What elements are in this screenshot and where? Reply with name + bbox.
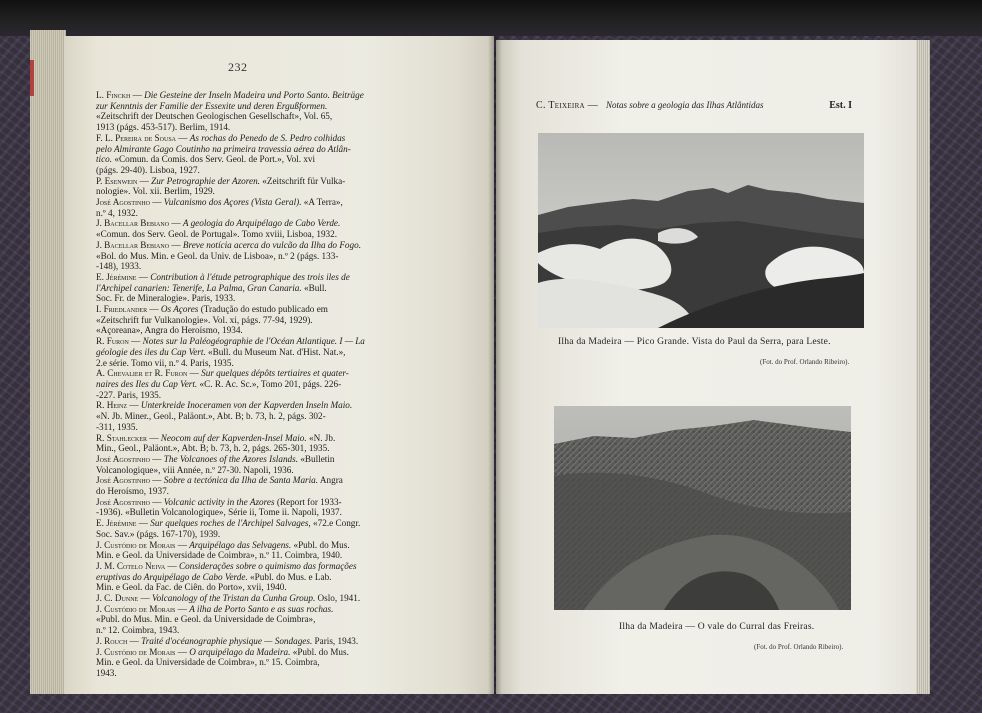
reference-line <box>96 101 446 112</box>
reference-line <box>96 668 446 679</box>
book-gutter <box>488 36 502 694</box>
reference-line: A. Chevalier et R. Furon — Sur quelques dépôts tertiaires et quater- <box>96 368 349 379</box>
reference-line: R. Heinz — Unterkreide Inoceramen von der Kapverden Inseln Maio. <box>96 400 353 411</box>
reference-line: José Agostinho — The Volcanoes of the Azores Islands. «Bulletin <box>96 453 335 464</box>
reference-title: Unterkreide Inoceramen von der Kapverden Inseln Maio. <box>140 400 353 411</box>
reference-line: J. Custódio de Morais — Arquipélago das Selvagens. «Publ. do Mus. <box>96 539 350 550</box>
reference-line <box>96 283 446 294</box>
reference-line <box>96 572 446 583</box>
reference-author: R. Furon <box>96 336 129 347</box>
reference-author: J. Custódio de Morais <box>96 646 176 657</box>
reference-title: zur Kenntnis der Familie der Essexite und deren Ergußformen. <box>96 100 328 111</box>
reference-details: Paris, 1943. <box>312 635 359 646</box>
reference-line: J. Rouch — Traité d'océanographie physique — Sondages. Paris, 1943. <box>96 635 359 646</box>
reference-title: As rochas do Penedo de S. Pedro colhidas <box>189 132 346 143</box>
reference-details: «Bulletin <box>298 453 335 464</box>
figure-2-caption: Ilha da Madeira — O vale do Curral das Freiras. <box>619 621 815 632</box>
reference-details: «Publ. do Mus. <box>290 646 349 657</box>
reference-line: José Agostinho — Volcanic activity in the Azores (Report for 1933- <box>96 496 342 507</box>
reference-details: 2.e série. Tomo vii, n.º 4. Paris, 1935. <box>96 357 234 368</box>
reference-title: Os Açores <box>160 304 199 315</box>
reference-details: «Açoreana», Angra do Heroísmo, 1934. <box>96 325 243 336</box>
reference-author: P. Esenwein <box>96 175 138 186</box>
reference-line: E. Jérémine — Sur quelques roches de l'Archipel Salvages, «72.e Congr. <box>96 518 361 529</box>
reference-line <box>96 529 446 540</box>
reference-line <box>96 186 446 197</box>
reference-author: E. Jérémine <box>96 271 137 282</box>
reference-title: Die Gesteine der Inseln Madeira und Porto Santo. Beiträge <box>144 90 364 100</box>
reference-details: «Zeitschrift fur Vulkanologie». Vol. xi, págs. 77-94, 1929). <box>96 314 313 325</box>
reference-line: J. Bacellar Bebiano — Breve notícia acerca do vulcão da Ilha do Fogo. <box>96 239 362 250</box>
reference-details: -311, 1935. <box>96 421 138 432</box>
reference-details: «Publ. do Mus. Min. e Geol. da Universidade de Coimbra», <box>96 614 316 625</box>
reference-details: Soc. Sav.» (págs. 167-170), 1939. <box>96 528 221 539</box>
reference-title: Sur quelques roches de l'Archipel Salvages, <box>150 518 311 529</box>
reference-author: J. C. Dunne <box>96 593 139 604</box>
plate-number: Est. I <box>829 100 852 111</box>
reference-author: J. Bacellar Bebiano <box>96 218 170 229</box>
reference-line <box>96 165 446 176</box>
reference-line <box>96 208 446 219</box>
reference-title: Sobre a tectónica da Ilha de Santa Maria. <box>163 475 319 486</box>
reference-line <box>96 443 446 454</box>
reference-details: Min. e Geol. da Universidade de Coimbra», n.º 15. Coimbra, <box>96 657 320 668</box>
reference-details: Min. e Geol. da Universidade de Coimbra», n.º 11. Coimbra, 1940. <box>96 550 343 561</box>
page-number: 232 <box>228 60 248 74</box>
reference-title: Considerações sobre o quimismo das formações <box>179 560 357 571</box>
reference-details: Volcanologique», viii Année, n.º 27-30. Napoli, 1936. <box>96 464 294 475</box>
reference-details: «Publ. do Mus. <box>291 539 350 550</box>
reference-title: naires des Iles du Cap Vert. <box>96 378 198 389</box>
reference-author: R. Stahlecker <box>96 432 148 443</box>
red-edge-mark <box>30 60 34 96</box>
reference-details: n.º 12. Coimbra, 1943. <box>96 625 180 636</box>
reference-title: Volcanology of the Tristan da Cunha Group. <box>151 593 316 604</box>
reference-line <box>96 465 446 476</box>
figure-2-credit: (Fot. do Prof. Orlando Ribeiro). <box>754 643 844 651</box>
reference-author: José Agostinho <box>96 496 150 507</box>
reference-title: Neocom auf der Kapverden-Insel Maio. <box>160 432 307 443</box>
reference-details: -227. Paris, 1935. <box>96 389 162 400</box>
reference-details: (Report for 1933- <box>274 496 342 507</box>
reference-details: «N. Jb. <box>306 432 336 443</box>
reference-line: R. Stahlecker — Neocom auf der Kapverden-Insel Maio. «N. Jb. <box>96 432 336 443</box>
reference-title: géologie des iles du Cap Vert. <box>96 346 206 357</box>
photo-curral-das-freiras <box>554 406 851 610</box>
reference-line: E. Jérémine — Contribution à l'étude petrographique des trois iles de <box>96 271 350 282</box>
reference-details: -1936). «Bulletin Volcanologique», Série ii, Tome ii. Napoli, 1937. <box>96 507 342 518</box>
reference-title: l'Archipel canarien: Tenerife, La Palma, Gran Canaria. <box>96 282 302 293</box>
reference-line <box>96 614 446 625</box>
reference-title: Volcanic activity in the Azores <box>163 496 275 507</box>
reference-line <box>96 625 446 636</box>
left-page-edges <box>30 30 66 694</box>
reference-line: J. M. Cotelo Neiva — Considerações sobre o quimismo das formações <box>96 560 357 571</box>
reference-author: J. Bacellar Bebiano <box>96 239 170 250</box>
reference-line: José Agostinho — Vulcanismo dos Açores (Vista Geral). «A Terra», <box>96 197 343 208</box>
reference-line <box>96 657 446 668</box>
reference-title: eruptivas do Arquipélago de Cabo Verde. <box>96 571 248 582</box>
reference-author: R. Heinz <box>96 400 128 411</box>
reference-author: E. Jérémine <box>96 518 137 529</box>
reference-line <box>96 293 446 304</box>
reference-line <box>96 582 446 593</box>
reference-author: L. Finckh <box>96 90 131 100</box>
reference-title: A ilha de Porto Santo e as suas rochas. <box>189 603 334 614</box>
reference-line: I. Friedlander — Os Açores (Tradução do estudo publicado em <box>96 304 328 315</box>
reference-title: Arquipélago das Selvagens. <box>189 539 292 550</box>
reference-author: I. Friedlander <box>96 304 148 315</box>
reference-line <box>96 261 446 272</box>
reference-details: (Tradução do estudo publicado em <box>198 304 328 315</box>
reference-line: R. Furon — Notes sur la Paléogéographie de l'Océan Atlantique. I — La <box>96 336 365 347</box>
reference-author: J. Custódio de Morais <box>96 539 176 550</box>
reference-details: nologie». Vol. xii. Berlim, 1929. <box>96 186 215 197</box>
reference-line: F. L. Pereira de Sousa — As rochas do Penedo de S. Pedro colhidas <box>96 132 346 143</box>
reference-details: «Bol. do Mus. Min. e Geol. da Univ. de Lisboa», n.º 2 (págs. 133- <box>96 250 339 261</box>
reference-line <box>96 325 446 336</box>
reference-line <box>96 111 446 122</box>
reference-details: «Bull. <box>301 282 327 293</box>
top-shadow <box>0 0 982 36</box>
reference-details: 1943. <box>96 667 117 678</box>
reference-author: J. M. Cotelo Neiva <box>96 560 166 571</box>
reference-details: «Bull. du Museum Nat. d'Hist. Nat.», <box>205 346 346 357</box>
reference-line: J. Bacellar Bebiano — A geologia do Arquipélago de Cabo Verde. <box>96 218 341 229</box>
reference-line <box>96 411 446 422</box>
reference-author: F. L. Pereira de Sousa <box>96 132 176 143</box>
reference-author: José Agostinho <box>96 453 150 464</box>
reference-details: -148), 1933. <box>96 261 142 272</box>
running-header <box>536 100 852 114</box>
reference-author: José Agostinho <box>96 475 150 486</box>
right-page-edges <box>914 40 930 694</box>
reference-title: Vulcanismo dos Açores (Vista Geral). <box>163 197 302 208</box>
reference-details: «C. R. Ac. Sc.», Tomo 201, págs. 226- <box>197 378 342 389</box>
reference-title: O arquipélago da Madeira. <box>189 646 291 657</box>
reference-author: J. Custódio de Morais <box>96 603 176 614</box>
reference-details: do Heroísmo, 1937. <box>96 486 169 497</box>
reference-line: J. C. Dunne — Volcanology of the Tristan da Cunha Group. Oslo, 1941. <box>96 593 361 604</box>
reference-line <box>96 144 446 155</box>
reference-details: «Publ. do Mus. e Lab. <box>247 571 332 582</box>
reference-title: tico. <box>96 154 113 165</box>
reference-line <box>96 358 446 369</box>
reference-details: «72.e Congr. <box>310 518 361 529</box>
reference-line <box>96 229 446 240</box>
reference-line: P. Esenwein — Zur Petrographie der Azoren. «Zeitschrift für Vulka- <box>96 175 346 186</box>
reference-author: J. Rouch <box>96 635 128 646</box>
reference-author: José Agostinho <box>96 197 150 208</box>
reference-title: A geologia do Arquipélago de Cabo Verde. <box>182 218 341 229</box>
reference-details: «A Terra», <box>301 197 343 208</box>
reference-line <box>96 390 446 401</box>
reference-details: Min., Geol., Paläont.», Abt. B; b. 73, h. 2, págs. 265-301, 1935. <box>96 443 330 454</box>
reference-line <box>96 422 446 433</box>
reference-line <box>96 154 446 165</box>
reference-details: Min. e Geol. da Fac. de Ciên. do Porto», xvii, 1940. <box>96 582 287 593</box>
reference-details: Oslo, 1941. <box>315 593 361 604</box>
reference-line: L. Finckh — Die Gesteine der Inseln Madeira und Porto Santo. Beiträge <box>96 90 364 100</box>
reference-line <box>96 122 446 133</box>
reference-details: Angra <box>318 475 343 486</box>
reference-line <box>96 550 446 561</box>
reference-details: «Zeitschrift der Deutschen Geologischen Gesellschaft», Vol. 65, <box>96 111 333 122</box>
reference-line <box>96 251 446 262</box>
reference-title: Zur Petrographie der Azoren. <box>151 175 260 186</box>
reference-title: Sur quelques dépôts tertiaires et quater- <box>201 368 349 379</box>
reference-line <box>96 347 446 358</box>
reference-details: «Zeitschrift für Vulka- <box>259 175 346 186</box>
header-title: Notas sobre a geologia das Ilhas Atlântidas <box>606 100 764 110</box>
reference-line: J. Custódio de Morais — O arquipélago da Madeira. «Publ. do Mus. <box>96 646 349 657</box>
reference-author: A. Chevalier et R. Furon <box>96 368 188 379</box>
reference-title: Notes sur la Paléogéographie de l'Océan Atlantique. I — La <box>142 336 365 347</box>
reference-line: J. Custódio de Morais — A ilha de Porto Santo e as suas rochas. <box>96 603 334 614</box>
reference-line <box>96 507 446 518</box>
header-author: C. Teixeira — <box>536 100 598 111</box>
reference-title: Traité d'océanographie physique — Sondages. <box>141 635 313 646</box>
photo-pico-grande <box>538 133 864 328</box>
reference-details: Soc. Fr. de Mineralogie». Paris, 1933. <box>96 293 236 304</box>
reference-line <box>96 486 446 497</box>
reference-details: n.º 4, 1932. <box>96 207 138 218</box>
reference-details: «N. Jb. Miner., Geol., Paläont.», Abt. B; b. 73, h. 2, págs. 302- <box>96 411 326 422</box>
reference-title: pelo Almirante Gago Coutinho na primeira travessia aérea do Atlân- <box>96 143 351 154</box>
reference-details: (págs. 29-40). Lisboa, 1927. <box>96 164 200 175</box>
reference-line <box>96 315 446 326</box>
reference-details: «Comun. da Comis. dos Serv. Geol. de Port.», Vol. xvi <box>112 154 316 165</box>
figure-1-caption: Ilha da Madeira — Pico Grande. Vista do Paul da Serra, para Leste. <box>558 336 831 347</box>
reference-details: «Comun. dos Serv. Geol. de Portugal». Tomo xviii, Lisboa, 1932. <box>96 229 338 240</box>
reference-title: The Volcanoes of the Azores Islands. <box>163 453 299 464</box>
reference-title: Breve notícia acerca do vulcão da Ilha do Fogo. <box>182 239 362 250</box>
reference-line <box>96 379 446 390</box>
figure-1-credit: (Fot. do Prof. Orlando Ribeiro). <box>760 358 850 366</box>
bibliography-list <box>96 90 446 679</box>
reference-title: Contribution à l'étude petrographique des trois iles de <box>150 271 350 282</box>
reference-details: 1913 (págs. 453-517). Berlim, 1914. <box>96 122 231 133</box>
reference-line: José Agostinho — Sobre a tectónica da Ilha de Santa Maria. Angra <box>96 475 343 486</box>
